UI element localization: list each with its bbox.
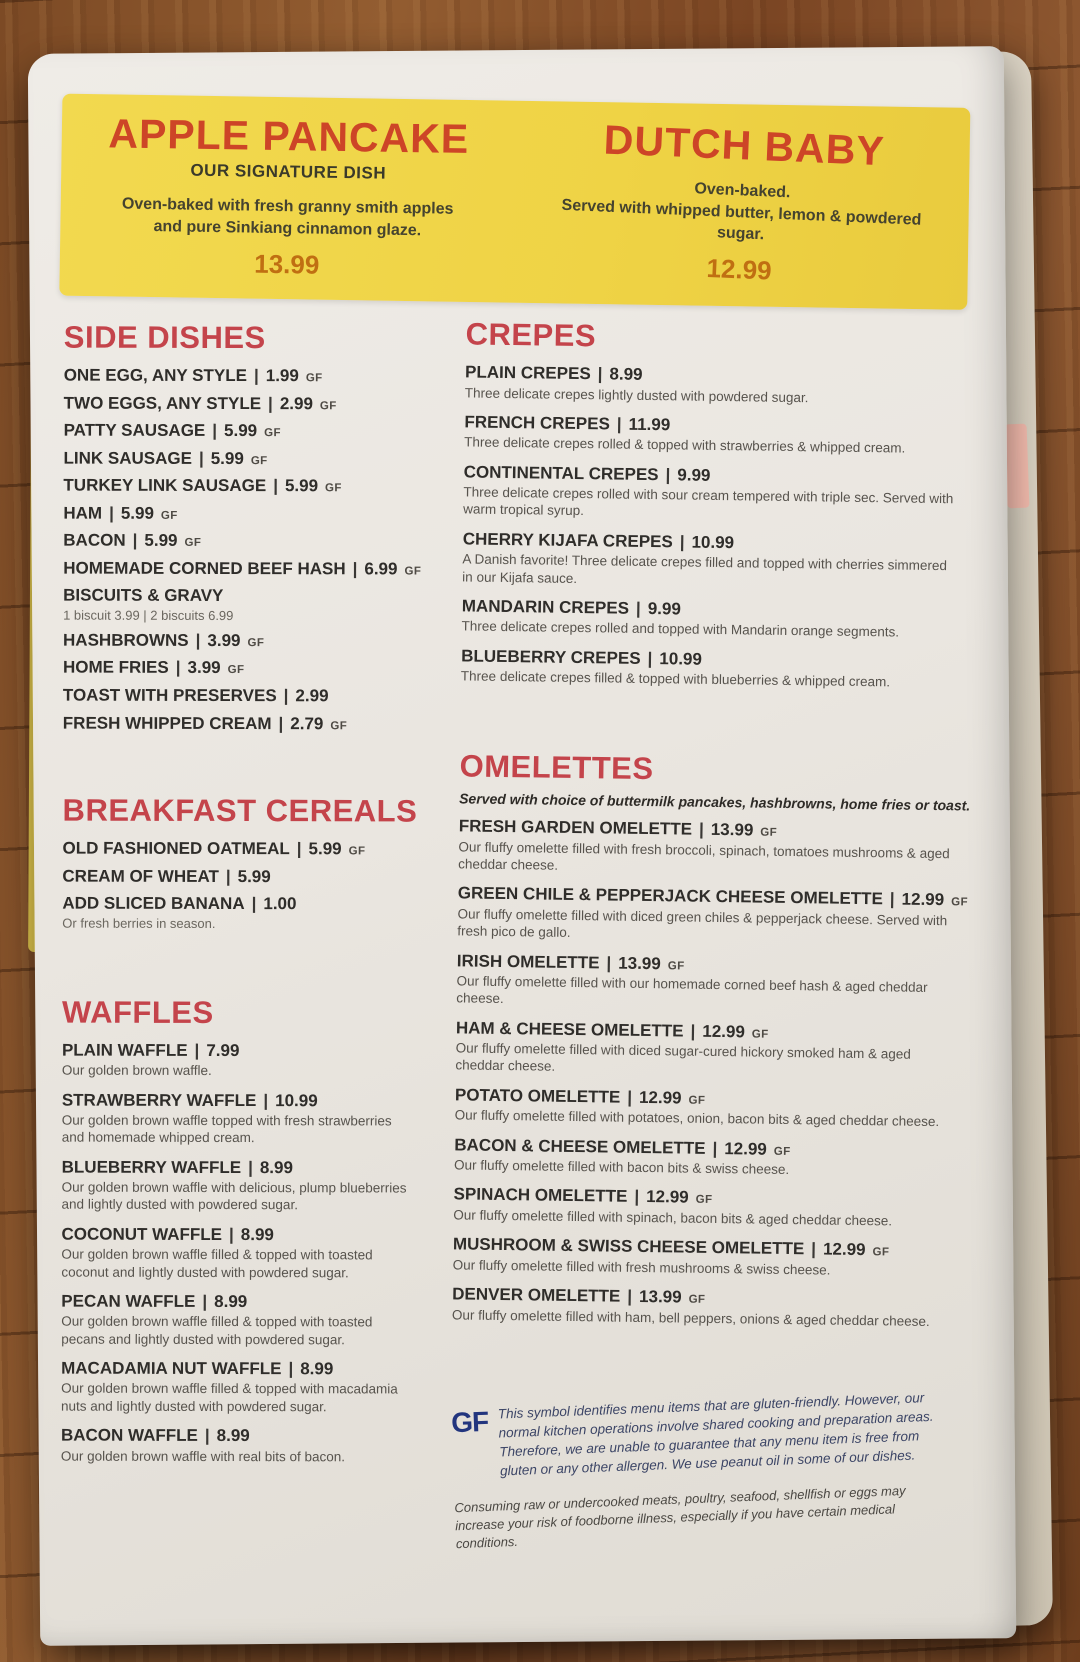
item-price: 2.79 [290,713,324,733]
item-description: Our fluffy omelette filled with ham, bell peppers, onions & aged cheddar cheese. [451,1306,930,1329]
item-price: 10.99 [659,648,703,669]
item-name: FRESH WHIPPED CREAM [62,713,272,733]
price-separator: | [606,953,612,973]
item-name: TOAST WITH PRESERVES [62,685,277,706]
menu-item [455,1018,970,1081]
item-name: MACADAMIA NUT WAFFLE [61,1358,282,1379]
price-separator: | [690,1021,696,1041]
item-price: 6.99 [364,559,398,579]
menu-item [61,1291,443,1348]
price-separator: | [616,414,622,434]
item-price: 5.99 [210,448,244,468]
menu-item [461,646,975,692]
item-name: ADD SLICED BANANA [62,893,245,914]
menu-item [452,1284,966,1330]
price-separator: | [647,648,653,668]
item-price: 5.99 [224,421,258,441]
item-line [62,1040,444,1061]
pink-page-tab [1005,424,1030,509]
item-sub: Or fresh berries in season. [62,915,216,931]
price-separator: | [253,366,259,386]
item-description: Three delicate crepes rolled with sour cream tempered with triple sec. Served with warm tropical syrup. [463,484,954,519]
item-name: HAM & CHEESE OMELETTE [455,1017,684,1041]
item-price: 13.99 [710,820,754,840]
menu-item [64,393,446,414]
price-separator: | [195,630,201,650]
item-price: 5.99 [144,531,178,551]
item-price: 9.99 [647,598,682,619]
item-line [62,1157,444,1178]
item-name: TWO EGGS, ANY STYLE [63,393,262,413]
item-line [64,421,446,442]
gf-symbol: GF [450,1405,489,1439]
item-name: COCONUT WAFFLE [61,1224,223,1244]
menu-item [63,476,445,497]
menu-item [453,1185,967,1231]
gluten-friendly-tag: GF [760,826,778,840]
menu-item [462,529,977,592]
item-name: HOME FRIES [62,658,169,678]
section-intro: Served with choice of buttermilk pancakes, hashbrowns, home fries or toast. [459,790,971,814]
item-name: SPINACH OMELETTE [453,1184,628,1207]
footer [451,1388,956,1553]
item-description: Our golden brown waffle filled & topped with macadamia nuts and lightly dusted with powdered sugar. [61,1381,398,1414]
item-price: 12.99 [638,1087,682,1108]
menu-item [62,839,444,860]
item-line [62,839,444,860]
price-separator: | [627,1286,633,1306]
price-separator: | [132,531,138,551]
item-line [63,558,445,579]
dutch-baby-description: Oven-baked. Served with whipped butter, lemon & powdered sugar. [561,180,922,244]
item-price: 8.99 [300,1359,334,1379]
item-name: BISCUITS & GRAVY [63,585,224,606]
menu-item [63,686,445,707]
item-price: 12.99 [646,1187,689,1207]
menu-item [61,1426,443,1466]
menu-item [464,412,978,458]
item-name: CREAM OF WHEAT [62,866,219,886]
item-price: 3.99 [207,630,241,650]
item-name: TURKEY LINK SAUSAGE [63,475,267,496]
menu-item [61,1224,443,1281]
item-description: Our golden brown waffle. [61,1062,212,1079]
gluten-friendly-tag: GF [264,427,281,440]
price-separator: | [712,1138,718,1158]
item-name: BACON & CHEESE OMELETTE [454,1134,706,1158]
price-separator: | [263,1090,269,1110]
gluten-friendly-tag: GF [872,1246,890,1259]
section-side-dishes [62,319,446,734]
gluten-friendly-tag: GF [184,537,202,550]
section-crepes [461,318,980,692]
price-separator: | [268,393,273,413]
price-separator: | [665,464,671,484]
item-price: 1.00 [263,894,297,914]
item-description: Our golden brown waffle with delicious, plump blueberries and lightly dusted with powdered sugar. [61,1179,407,1213]
apple-pancake-price: 13.99 [254,248,320,280]
item-price: 12.99 [901,890,945,910]
gluten-friendly-tag: GF [247,636,265,650]
item-line [61,1291,443,1312]
item-line [63,476,445,497]
item-description: Our fluffy omelette filled with fresh broccoli, spinach, tomatoes mushrooms & aged cheddar cheese. [458,839,950,873]
menu-item [457,884,972,947]
item-description: Three delicate crepes rolled & topped with strawberries & whipped cream. [464,434,906,456]
gluten-friendly-tag: GF [695,1194,713,1207]
item-price: 13.99 [638,1286,682,1307]
price-separator: | [251,894,257,914]
menu-item [63,558,445,579]
item-name: PATTY SAUSAGE [63,420,206,441]
item-line [61,1426,443,1447]
price-separator: | [225,866,231,886]
price-separator: | [597,364,603,384]
item-line [63,531,445,552]
gluten-friendly-tag: GF [348,845,366,858]
item-name: PLAIN WAFFLE [61,1040,188,1060]
menu-item [456,951,971,1014]
section-title: SIDE DISHES [63,319,266,356]
section-waffles [61,996,444,1465]
item-price: 5.99 [237,866,271,886]
item-line [63,448,445,469]
section-breakfast-cereals [62,792,444,932]
item-price: 8.99 [214,1291,248,1311]
item-name: FRENCH CREPES [464,412,610,434]
price-separator: | [248,1157,253,1177]
price-separator: | [273,476,278,496]
gluten-friendly-tag: GF [773,1145,791,1158]
item-line [63,686,445,707]
apple-pancake-description: Oven-baked with fresh granny smith apples and pure Sinkiang cinnamon glaze. [121,195,454,240]
menu-item [62,1090,444,1147]
item-line [61,1224,443,1245]
item-line [62,894,444,915]
item-description: Our golden brown waffle with real bits of bacon. [60,1448,346,1464]
price-separator: | [194,1040,200,1060]
gf-note [451,1388,954,1483]
menu-item [62,866,444,887]
item-name: HOMEMADE CORNED BEEF HASH [63,558,346,579]
gluten-friendly-tag: GF [751,1028,769,1041]
item-name: BLUEBERRY WAFFLE [61,1157,242,1177]
menu-item [62,1157,444,1214]
item-price: 8.99 [240,1224,274,1244]
price-separator: | [229,1224,234,1244]
item-line [62,866,444,887]
dutch-baby-title: DUTCH BABY [602,116,886,175]
price-separator: | [198,448,204,468]
price-separator: | [278,713,284,733]
section-title: OMELETTES [459,748,654,787]
menu-item [465,362,979,408]
price-separator: | [627,1087,633,1107]
item-line [63,631,445,652]
item-line [64,366,446,387]
item-price: 7.99 [206,1040,240,1060]
menu-item [463,462,978,525]
gluten-friendly-tag: GF [330,719,348,732]
gluten-friendly-tag: GF [688,1293,706,1306]
item-line [63,586,445,607]
price-separator: | [175,658,181,678]
item-name: GREEN CHILE & PEPPERJACK CHEESE OMELETTE [457,883,883,909]
section-title: BREAKFAST CEREALS [62,792,418,829]
item-name: OLD FASHIONED OATMEAL [62,838,290,859]
apple-pancake-subtitle: OUR SIGNATURE DISH [190,161,387,184]
item-name: PECAN WAFFLE [61,1291,196,1311]
item-description: Our fluffy omelette filled with potatoes, onion, bacon bits & aged cheddar cheese. [454,1107,940,1130]
menu-item [461,596,975,642]
apple-pancake-title: APPLE PANCAKE [108,110,470,163]
gf-note-text: This symbol identifies menu items that are gluten-friendly. However, our normal kitchen operations involve shared cooking and preparation areas. Therefore, we are unable to guarantee that any menu item is free from gluten or any other allergen. We use peanut oil in some of our dishes. [497,1389,934,1478]
right-column [449,318,980,1560]
item-description: Our fluffy omelette filled with our homemade corned beef hash & aged cheddar cheese. [456,973,928,1007]
item-name: CONTINENTAL CREPES [463,462,659,484]
item-name: BLUEBERRY CREPES [461,645,641,668]
price-separator: | [352,559,358,579]
dutch-baby-inner [538,117,946,293]
item-line [63,658,445,679]
price-separator: | [288,1359,294,1379]
item-price: 10.99 [275,1090,318,1110]
item-price: 5.99 [284,476,319,496]
section-omelettes [451,748,974,1330]
item-description: A Danish favorite! Three delicate crepes filled and topped with cherries simmered in our Kijafa sauce. [462,551,948,586]
item-price: 12.99 [822,1239,866,1260]
item-name: FRESH GARDEN OMELETTE [458,816,693,840]
item-line [63,713,445,734]
menu-page [28,46,1016,1646]
item-line [62,1090,444,1111]
item-description: Three delicate crepes lightly dusted with powdered sugar. [464,384,809,405]
item-price: 5.99 [120,503,154,523]
item-price: 11.99 [628,414,671,435]
item-price: 5.99 [308,839,342,859]
menu-columns [30,288,1016,1557]
item-price: 10.99 [691,532,735,552]
item-price: 8.99 [216,1425,250,1446]
menu-item [63,586,445,624]
menu-item [63,448,445,469]
item-name: HASHBROWNS [63,630,189,650]
item-line [61,1358,443,1379]
item-name: BACON [63,530,126,551]
item-price: 3.99 [187,658,221,678]
item-name: STRAWBERRY WAFFLE [61,1090,257,1110]
menu-item [453,1234,967,1280]
item-description: Our fluffy omelette filled with diced sugar-cured hickory smoked ham & aged cheddar cheese. [455,1040,911,1075]
menu-item [63,503,445,524]
price-separator: | [679,532,685,552]
item-price: 2.99 [279,393,313,413]
item-description: Our fluffy omelette filled with bacon bits & swiss cheese. [453,1157,790,1178]
item-name: ONE EGG, ANY STYLE [63,365,248,386]
price-separator: | [202,1291,208,1311]
item-description: Our golden brown waffle topped with fresh strawberries and homemade whipped cream. [61,1112,392,1146]
item-price: 13.99 [618,953,661,973]
item-price: 12.99 [702,1021,745,1042]
section-title: CREPES [465,316,597,354]
item-name: MANDARIN CREPES [461,596,630,618]
gluten-friendly-tag: GF [951,896,968,909]
dutch-baby-price: 12.99 [705,252,773,286]
raw-food-disclaimer: Consuming raw or undercooked meats, poultry, seafood, shellfish or eggs may increase your risk of foodborne illness, especially if you have certain medical conditions. [454,1482,906,1551]
menu-item [63,658,445,679]
menu-item [63,713,445,734]
menu-item [62,894,444,932]
item-price: 9.99 [677,465,711,485]
item-sub: 1 biscuit 3.99 | 2 biscuits 6.99 [63,607,234,623]
item-description: Our golden brown waffle filled & topped with toasted coconut and lightly dusted with powdered sugar. [61,1246,373,1280]
price-separator: | [204,1425,210,1445]
item-line [63,503,445,524]
menu-item [455,1085,969,1131]
banner-dutch-baby [513,101,970,310]
gluten-friendly-tag: GF [325,482,342,495]
item-name: PLAIN CREPES [464,362,591,384]
gluten-friendly-tag: GF [227,664,245,677]
price-separator: | [698,820,704,840]
item-description: Three delicate crepes filled & topped with blueberries & whipped cream. [460,668,891,690]
price-separator: | [212,421,218,441]
gluten-friendly-tag: GF [667,959,685,973]
item-name: CHERRY KIJAFA CREPES [462,529,673,552]
item-price: 8.99 [259,1157,293,1177]
item-description: Our fluffy omelette filled with spinach, bacon bits & aged cheddar cheese. [453,1207,893,1229]
menu-item [61,1358,443,1415]
item-name: POTATO OMELETTE [454,1085,621,1107]
price-separator: | [889,889,895,909]
price-separator: | [296,839,302,859]
item-name: DENVER OMELETTE [452,1284,621,1306]
yellow-banner [59,94,970,310]
item-name: HAM [63,503,103,523]
item-line [64,393,446,414]
menu-item [458,817,973,880]
banner-apple-pancake [59,94,516,303]
price-separator: | [811,1239,817,1259]
item-name: MUSHROOM & SWISS CHEESE OMELETTE [452,1234,805,1259]
item-description: Our fluffy omelette filled with fresh mushrooms & swiss cheese. [452,1257,831,1278]
price-separator: | [634,1187,640,1207]
item-description: Our golden brown waffle filled & topped with toasted pecans and lightly dusted with powdered sugar. [61,1313,373,1347]
gluten-friendly-tag: GF [404,565,422,578]
item-description: Three delicate crepes rolled and topped with Mandarin orange segments. [461,618,900,640]
menu-item [64,366,446,387]
item-price: 1.99 [265,366,299,386]
menu-item [454,1135,968,1181]
item-price: 8.99 [609,364,643,384]
left-column [60,319,446,1558]
gluten-friendly-tag: GF [250,454,268,467]
item-price: 2.99 [295,686,329,706]
section-title: WAFFLES [62,994,214,1030]
item-name: LINK SAUSAGE [63,448,193,468]
item-name: BACON WAFFLE [60,1425,198,1445]
gluten-friendly-tag: GF [319,399,337,412]
menu-item [62,1040,444,1080]
gluten-friendly-tag: GF [160,509,178,522]
item-description: Our fluffy omelette filled with diced green chiles & pepperjack cheese. Served with fresh pico de gallo. [457,906,948,941]
menu-item [63,531,445,552]
gluten-friendly-tag: GF [688,1094,706,1107]
menu-item [63,631,445,652]
item-name: IRISH OMELETTE [456,950,600,972]
price-separator: | [283,686,289,706]
item-price: 12.99 [724,1138,767,1159]
price-separator: | [635,598,641,618]
gluten-friendly-tag: GF [305,372,323,385]
menu-item [64,421,446,442]
price-separator: | [109,503,114,523]
